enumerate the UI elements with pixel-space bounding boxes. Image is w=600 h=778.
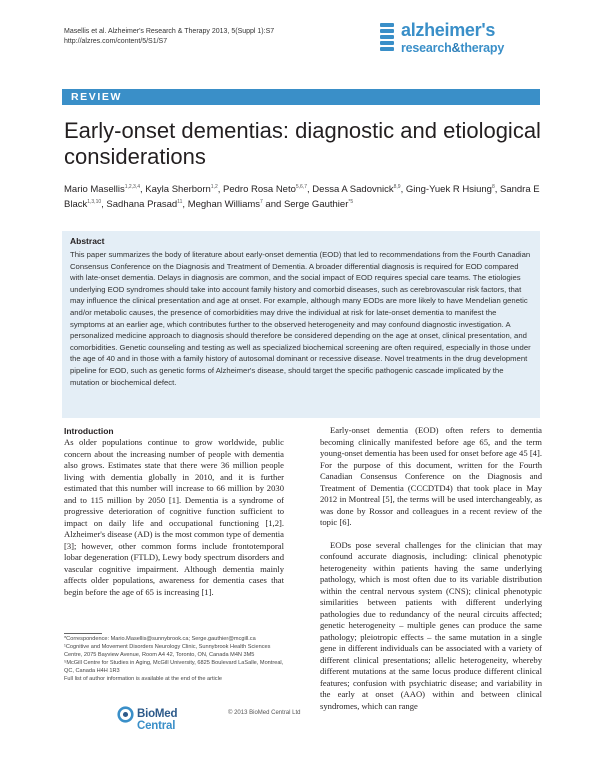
author[interactable]: Pedro Rosa Neto$^{5,6,7}$ — [223, 184, 308, 196]
footnotes — [64, 636, 286, 683]
body-paragraph: EODs pose several challenges for the clinician that may confound accurate diagnosis, including: clinical phenotypic heterogeneity within patients having the same underlying pathology, which is most often due to its variable distribution within the central nervous system (CNS); clinical phenotypic similarities between patients with different underlying pathologies due to redundancy of the neural circuits affected; genetic heterogeneity – multiple genes can produce the same pathology; pleiotropic effects – the same mutation in a single gene in different individuals can be associated with a variety of different clinical presentations; allelic heterogeneity, whereby different mutations at the same locus produce different clinical features; confusion with psychiatric disease; and variability in the early at onset (AAO) within and between clinical syndromes, which can range — [320, 539, 542, 711]
biomed-central-logo-icon — [117, 706, 134, 723]
body-right-column — [320, 425, 542, 723]
author[interactable]: Dessa A Sadovnick$^{8,9}$ — [312, 184, 401, 196]
abstract-text: This paper summarizes the body of literature about early-onset dementia (EOD) that led to recommendations from the Fourth Canadian Consensus Conference on the Diagnosis and Treatment of Dementia. A broader differential diagnosis is required for EOD compared with late-onset dementia. Delays in diagnosis are common, and the social impact of EOD requires special care teams. The etiologies underlying EOD syndromes should take into account family history and comorbid diseases, such as cerebrovascular risk factors, that may influence the clinical presentation and age at onset. For example, although many EODs are more likely to have Mendelian genetic and/or metabolic causes, the presence of comorbidities may drive the individual at risk for late-onset dementia to manifest the symptoms at an earlier age, which contributes further to the observed heterogeneity and may confound diagnostic investigation. A personalized medicine approach to diagnosis should therefore be considered depending on the age at onset, clinical presentation, and comorbidities. Genetic counseling and testing as well as specialized biochemical screening are often required, especially in those under the age of 40 and in those with a family history of autosomal dominant or recessive disease. Novel treatments in the drug development pipeline for EOD, such as genetic forms of Alzheimer's disease, should target the specific pathogenic cascade implicated by the mutation or biochemical defect. — [70, 250, 531, 387]
abstract-box — [62, 231, 540, 418]
author[interactable]: Sadhana Prasad$^{11}$ — [106, 199, 183, 211]
body-paragraph: As older populations continue to grow worldwide, public concern about the increasing number of people with dementia also grows. Estimates state that there were 36 million people living with dementia globally in 2010, and it is further estimated that this number will increase to 66 million by 2030 and to 115 million by 2050 [1]. Dementia is a syndrome of progressive deterioration of cognitive function sufficient to impact on daily life and occupational functioning [1,2]. Alzheimer's disease (AD) is the most common type of dementia [3]; however, other common forms include frontotemporal lobar degeneration (FTLD), Lewy body spectrum disorders and vascular cognitive impairment. Although dementia mainly affects older populations, awareness for dementia cases that begin before the age of 65 is increasing [1]. — [64, 437, 284, 597]
copyright: © 2013 BioMed Central Ltd — [228, 710, 301, 716]
publisher-logo — [117, 705, 212, 732]
citation-url[interactable]: http://alzres.com/content/5/S1/S7 — [64, 38, 168, 45]
body-paragraph: Early-onset dementia (EOD) often refers to dementia becoming clinically manifested before age 65, and the term young-onset dementia has been used for onset before age 45 [4]. For the purpose of this document, written for the Fourth Canadian Consensus Conference on the Diagnosis and Treatment of Dementia (CCCDTD4) that took place in May 2012 in Montreal [5], the terms will be used interchangeably, as was done by Rossor and colleagues in a recent review of the topic [6]. — [320, 425, 542, 527]
intro-heading: Introduction — [64, 426, 114, 436]
author-list: Mario Masellis$^{1,2,3,4}$, Kayla Sherborn$^{1,2}$, Pedro Rosa Neto$^{5,6,7}$, Dessa A Sadovnick$^{8,9}$, Ging-Yuek R Hsiung$^8$, Sandra E Black$^{1,3,10}$, Sadhana Prasad$^{11}$, Meghan Williams$^7$ and Serge Gauthier$^{*5}$ — [64, 184, 540, 211]
citation-line: Masellis et al. Alzheimer's Research & Therapy 2013, 5(Suppl 1):S7 — [64, 28, 275, 35]
correspondence: *Correspondence: Mario.Masellis@sunnybrook.ca; Serge.gauthier@mcgill.ca — [64, 636, 256, 642]
journal-logo — [380, 19, 540, 59]
author-info-note: Full list of author information is available at the end of the article — [64, 675, 222, 682]
author[interactable]: Serge Gauthier$^{*5}$ — [283, 199, 354, 211]
body-left-column — [64, 425, 284, 598]
publisher-name: BioMed Central — [137, 708, 178, 732]
author[interactable]: Sandra E Black$^{1,3,10}$ — [64, 184, 540, 211]
footnote-divider — [64, 633, 102, 634]
affiliation: ⁵McGill Centre for Studies in Aging, McGill University, 6825 Boulevard LaSalle, Montreal, QC, Canada H4H 1R3 — [64, 659, 284, 674]
journal-logo-subtitle: research&therapy — [401, 41, 505, 55]
citation — [64, 27, 364, 47]
author[interactable]: Meghan Williams$^7$ — [187, 199, 263, 211]
abstract-heading: Abstract — [70, 236, 105, 246]
section-label: REVIEW — [71, 91, 123, 103]
affiliation: ¹Cognitive and Movement Disorders Neurology Clinic, Sunnybrook Health Sciences Centre, 2075 Bayview Avenue, Room A4 42, Toronto, ON, Canada M4N 3M5 — [64, 643, 271, 658]
author[interactable]: Ging-Yuek R Hsiung$^8$ — [405, 184, 495, 196]
journal-logo-name: alzheimer's — [401, 20, 496, 40]
logo-bars-icon — [380, 23, 396, 53]
author[interactable]: Kayla Sherborn$^{1,2}$ — [145, 184, 218, 196]
article-title: Early-onset dementias: diagnostic and etiological considerations — [64, 118, 541, 169]
author[interactable]: Mario Masellis$^{1,2,3,4}$ — [64, 184, 141, 196]
section-label-bar — [62, 89, 540, 105]
